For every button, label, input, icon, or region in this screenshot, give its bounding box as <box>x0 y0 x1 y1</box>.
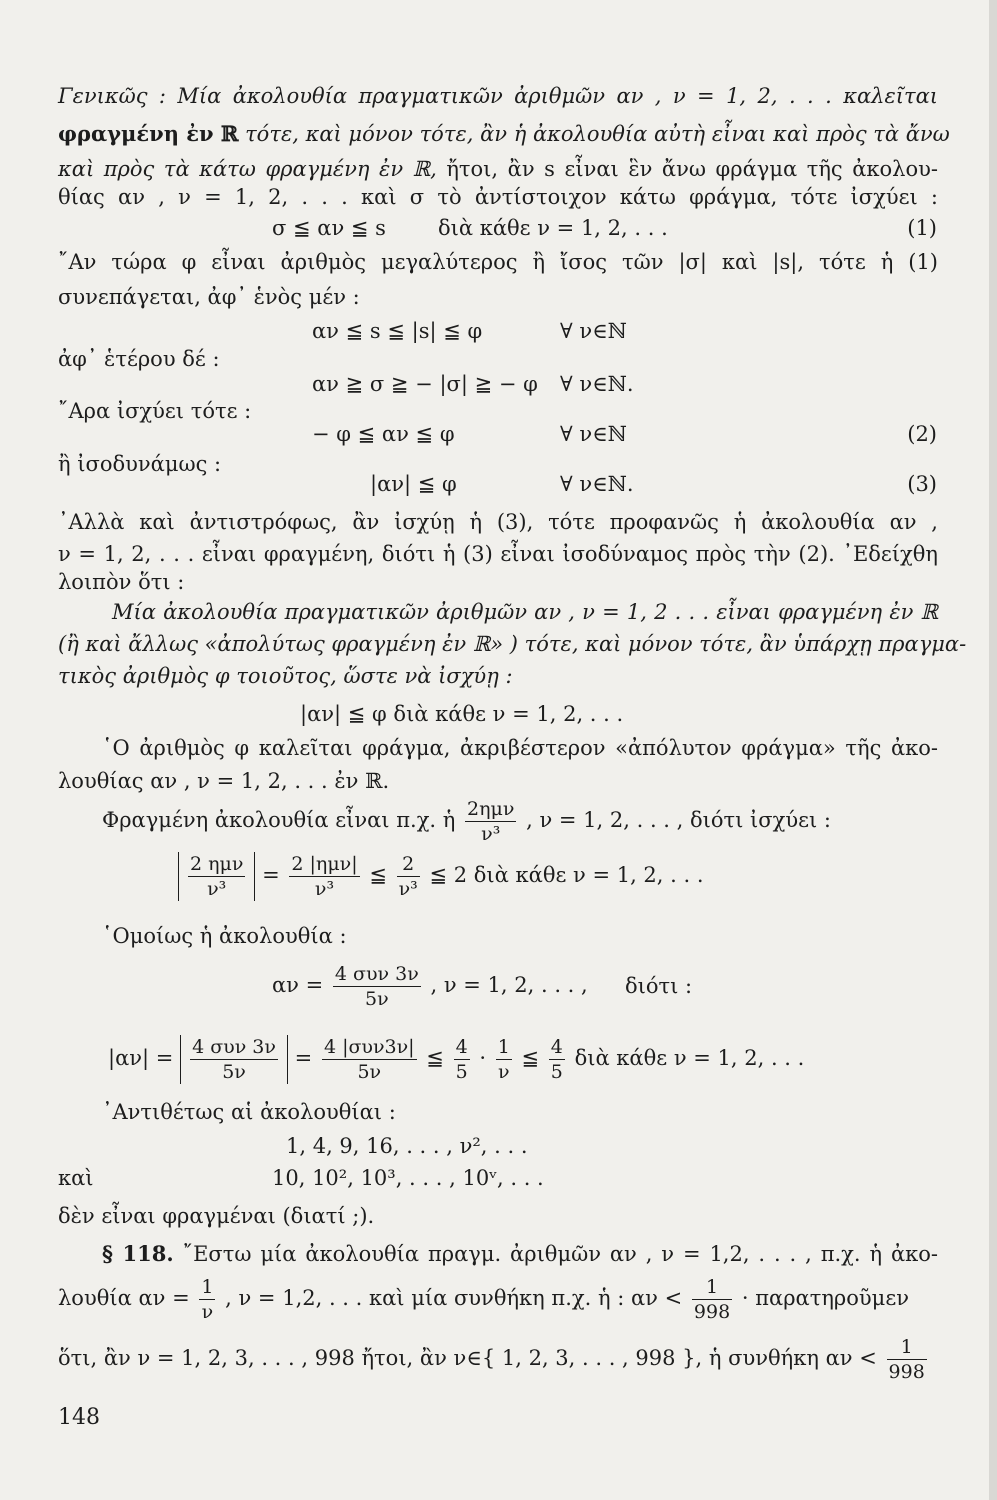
eq1-cond: διὰ κάθε ν = 1, 2, . . . <box>438 216 668 240</box>
s118-line-1 <box>102 1240 938 1268</box>
ex1-frac-den: ν³ <box>481 823 501 845</box>
eq1-number: (1) <box>907 216 937 240</box>
ex1-fraction <box>465 797 516 846</box>
eq-a-expr: αν ≦ s ≦ |s| ≦ φ <box>312 319 483 343</box>
ex1-eq-frac2 <box>289 852 359 901</box>
s118-l3-frac-num: 1 <box>887 1335 927 1360</box>
eq-a-cond: ∀ ν∈ℕ <box>560 319 627 343</box>
s118-l2-frac1 <box>199 1275 215 1324</box>
theorem-line-1: Μία ἀκολουθία πραγματικῶν ἀριθμῶν αν , ν = 1, 2 . . . εἶναι φραγμένη ἐν ℝ <box>112 600 938 624</box>
p4-line-1: ῾Ο ἀριθμὸς φ καλεῖται φράγμα, ἀκριβέστερον «ἀπόλυτον φράγμα» τῆς ἀκο- <box>102 736 938 760</box>
p2-line-2: συνεπάγεται, ἀφ᾿ ἑνὸς μέν : <box>58 285 360 309</box>
ex2-eq-frac3-den: 5 <box>455 1061 468 1083</box>
s118-l3-a: ὅτι, ἂν ν = 1, 2, 3, . . . , 998 ἤτοι, ἂν ν∈{ 1, 2, 3, . . . , 998 }, ἡ συνθήκη αν < <box>58 1346 877 1370</box>
ex2-leq2: ≦ <box>521 1046 540 1070</box>
p1-line-1: Γενικῶς : Μία ἀκολουθία πραγματικῶν ἀριθμῶν αν , ν = 1, 2, . . . καλεῖται <box>58 84 938 108</box>
ex1-eq-frac2-den: ν³ <box>314 878 335 900</box>
s118-l2-frac1-num: 1 <box>201 1276 214 1298</box>
ex2-abs <box>180 1035 288 1084</box>
s118-heading: § 118. <box>102 1241 174 1266</box>
ex1-eq-frac2-num: 2 |ημν| <box>291 853 358 875</box>
s118-l2-frac2 <box>692 1275 732 1324</box>
p1-line-2 <box>58 120 950 148</box>
p3-line-2: ν = 1, 2, . . . εἶναι φραγμένη, διότι ἡ (3) εἶναι ἰσοδύναμος πρὸς τὴν (2). ᾿Εδείχθη <box>58 542 938 566</box>
ex2-dot: · <box>479 1046 487 1070</box>
ex1-eq-frac1 <box>188 852 245 901</box>
ex2-eq-frac4-den: ν <box>497 1061 510 1083</box>
ex2-eq-frac5 <box>549 1035 565 1084</box>
p1-line-2-rest: τότε, καὶ μόνον τότε, ἂν ἡ ἀκολουθία αὐτὴ εἶναι καὶ πρὸς τὰ ἄνω <box>238 122 950 146</box>
label-iso: ἢ ἰσοδυνάμως : <box>58 452 222 476</box>
s118-l2-frac1-den: ν <box>201 1301 214 1323</box>
s118-line-2 <box>58 1275 909 1324</box>
ex2-eq-frac1 <box>190 1035 278 1084</box>
p1-line-3 <box>58 155 938 183</box>
ex2-eq-frac2-den: 5ν <box>357 1061 382 1083</box>
p1-bold-term: φραγμένη ἐν ℝ <box>58 121 239 146</box>
ex1-eq-frac1-num: 2 ημν <box>190 853 244 875</box>
ex1-line <box>102 797 831 846</box>
ex1-eq-frac3-den: ν³ <box>398 878 418 900</box>
eq4-expr: |αν| ≦ φ διὰ κάθε ν = 1, 2, . . . <box>300 702 624 726</box>
ex2-tail: , ν = 1, 2, . . . , <box>430 973 588 997</box>
label-other: ἀφ᾿ ἑτέρου δέ : <box>58 347 220 371</box>
eq2-number: (2) <box>907 422 937 446</box>
sequence-2: 10, 10², 10³, . . . , 10ᵛ, . . . <box>272 1166 544 1190</box>
ex1-tail: , ν = 1, 2, . . . , διότι ἰσχύει : <box>526 808 831 832</box>
p1-line-3-italic: καὶ πρὸς τὰ κάτω φραγμένη ἐν ℝ, <box>58 157 437 181</box>
ex2-eq-lhs: |αν| = <box>108 1046 174 1070</box>
ex1-eq-frac3 <box>397 852 420 901</box>
eq2-cond: ∀ ν∈ℕ <box>560 422 627 446</box>
p3-line-1: ᾿Αλλὰ καὶ ἀντιστρόφως, ἂν ἰσχύῃ ἡ (3), τότε προφανῶς ἡ ἀκολουθία αν , <box>58 510 938 534</box>
ex2-eq-frac5-den: 5 <box>550 1061 563 1083</box>
ex2-eq-frac4 <box>496 1035 512 1084</box>
ex1-eq-sign: = <box>262 863 280 887</box>
p1-line-3-rest: ἤτοι, ἂν s εἶναι ἓν ἄνω φράγμα τῆς ἀκολου- <box>436 157 938 181</box>
ex2-leq: ≦ <box>426 1046 444 1070</box>
eq3-expr: |αν| ≦ φ <box>370 472 457 496</box>
s118-l2-frac2-num: 1 <box>692 1275 732 1300</box>
ex1-eq-frac1-den: ν³ <box>207 878 227 900</box>
ex2-frac-num: 4 συν 3ν <box>334 963 419 985</box>
page-edge-shadow <box>989 0 997 1500</box>
ex1-abs <box>178 852 255 901</box>
theorem-line-2: (ἢ καὶ ἄλλως «ἀπολύτως φραγμένη ἐν ℝ» ) τότε, καὶ μόνον τότε, ἂν ὑπάρχῃ πραγμα- <box>58 632 967 656</box>
label-anti: ᾿Αντιθέτως αἱ ἀκολουθίαι : <box>102 1100 396 1124</box>
s118-line-1-text: ῎Εστω μία ἀκολουθία πραγμ. ἀριθμῶν αν , ν = 1,2, . . . , π.χ. ἡ ἀκο- <box>173 1242 938 1266</box>
ex2-eq-frac1-num: 4 συν 3ν <box>192 1036 276 1058</box>
ex2-frac-den: 5ν <box>365 988 389 1010</box>
s118-l2-b: , ν = 1,2, . . . καὶ μία συνθήκη π.χ. ἡ : αν < <box>225 1286 683 1310</box>
ex2-lhs: αν = <box>272 973 324 997</box>
ex1-eq-frac3-num: 2 <box>397 852 420 877</box>
page-number: 148 <box>58 1405 100 1430</box>
not-bounded: δὲν εἶναι φραγμέναι (διατί ;). <box>58 1204 375 1228</box>
eq1-expr: σ ≦ αν ≦ s <box>272 216 386 240</box>
ex2-equation <box>108 1035 804 1084</box>
ex1-leq: ≦ <box>369 863 387 887</box>
p1-line-4: θίας αν , ν = 1, 2, . . . καὶ σ τὸ ἀντίστοιχον κάτω φράγμα, τότε ἰσχύει : <box>58 185 938 209</box>
ex2-eq-sign: = <box>294 1046 313 1070</box>
p4-line-2: λουθίας αν , ν = 1, 2, . . . ἐν ℝ. <box>58 769 390 793</box>
label-ara: ῎Αρα ἰσχύει τότε : <box>58 399 252 423</box>
eq3-cond: ∀ ν∈ℕ. <box>560 472 634 496</box>
ex2-eq-frac3 <box>454 1035 470 1084</box>
s118-l2-a: λουθία αν = <box>58 1286 190 1310</box>
s118-line-3 <box>58 1335 930 1384</box>
label-kai: καὶ <box>58 1166 94 1190</box>
ex1-equation <box>178 852 704 901</box>
ex2-dioti: διότι : <box>625 974 693 998</box>
ex2-eq-frac4-num: 1 <box>497 1036 510 1058</box>
ex2-line <box>272 962 588 1011</box>
s118-l2-frac2-den: 998 <box>693 1301 731 1323</box>
eq-b-cond: ∀ ν∈ℕ. <box>560 372 634 396</box>
ex2-eq-frac1-den: 5ν <box>222 1061 246 1083</box>
p2-line-1: ῎Αν τώρα φ εἶναι ἀριθμὸς μεγαλύτερος ἢ ἴσος τῶν |σ| καὶ |s|, τότε ἡ (1) <box>58 250 938 274</box>
ex1-frac-num: 2ημν <box>467 798 515 820</box>
ex2-eq-frac3-num: 4 <box>455 1036 468 1058</box>
eq2-expr: − φ ≦ αν ≦ φ <box>312 422 455 446</box>
eq3-number: (3) <box>907 472 937 496</box>
sequence-1: 1, 4, 9, 16, . . . , ν², . . . <box>286 1134 528 1158</box>
ex2-eq-frac2 <box>322 1035 417 1084</box>
ex2-eq-frac2-num: 4 |συν3ν| <box>323 1036 415 1058</box>
s118-l3-frac <box>887 1335 927 1384</box>
ex2-fraction <box>333 962 421 1011</box>
ex2-eq-frac5-num: 4 <box>550 1036 563 1058</box>
s118-l3-frac-den: 998 <box>888 1361 925 1383</box>
label-omoios: ῾Ομοίως ἡ ἀκολουθία : <box>102 924 347 948</box>
theorem-line-3: τικὸς ἀριθμὸς φ τοιοῦτος, ὥστε νὰ ἰσχύῃ : <box>58 664 513 688</box>
eq-b-expr: αν ≧ σ ≧ − |σ| ≧ − φ <box>312 372 538 396</box>
ex1-eq-tail: ≦ 2 διὰ κάθε ν = 1, 2, . . . <box>429 863 704 887</box>
ex1-text: Φραγμένη ἀκολουθία εἶναι π.χ. ἡ <box>102 808 456 832</box>
s118-l2-c: · παρατηροῦμεν <box>741 1286 909 1310</box>
p3-line-3: λοιπὸν ὅτι : <box>58 570 185 594</box>
ex2-eq-tail: διὰ κάθε ν = 1, 2, . . . <box>574 1046 805 1070</box>
